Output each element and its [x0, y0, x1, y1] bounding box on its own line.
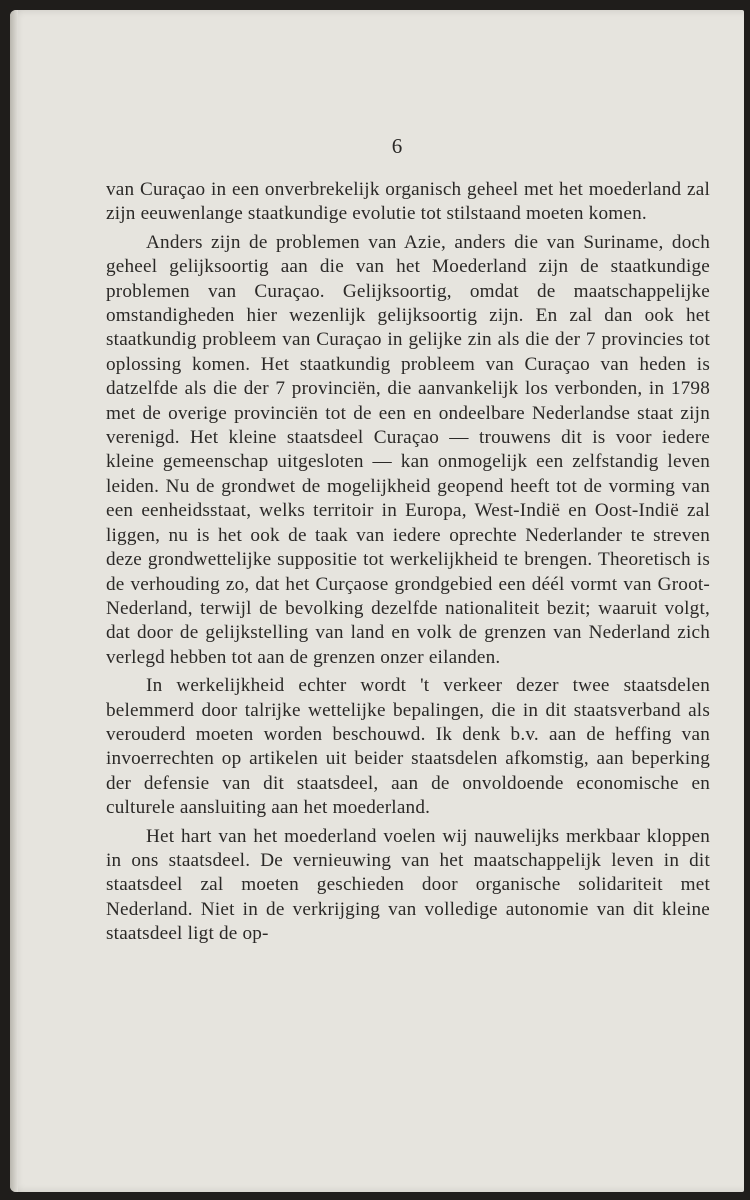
paragraph: In werkelijkheid echter wordt 't verkeer dezer twee staatsdelen belemmerd door talrijke wettelijke bepalingen, die in dit staatsverband als verouderd moeten worden beschouwd. Ik denk b.v. aan de heffing van invoerrechten op artikelen uit beider staatsdelen afkomstig, aan beperking der defensie van dit staatsdeel, aan de onvoldoende economische en culturele aansluiting aan het moederland.: [106, 675, 710, 819]
paragraph: Anders zijn de problemen van Azie, anders die van Suriname, doch geheel gelijksoortig aan die van het Moederland zijn de staatkundige problemen van Curaçao. Gelijksoortig, omdat de maatschappelijke omstandigheden hier wezenlijk gelijksoortig zijn. En zal dan ook het staatkundig probleem van Curaçao in gelijke zin als die der 7 provincies tot oplossing komen. Het staatkundig probleem van Curaçao van heden is datzelfde als die der 7 provinciën, die aanvankelijk los verbonden, in 1798 met de overige provinciën tot de een en ondeelbare Nederlandse staat zijn verenigd. Het kleine staatsdeel Curaçao — trouwens dit is voor iedere kleine gemeenschap uitgesloten — kan onmogelijk een zelfstandig leven leiden. Nu de grondwet de mogelijkheid geopend heeft tot de vorming van een eenheidsstaat, welks territoir in Europa, West-Indië en Oost-Indië zal liggen, nu is het ook de taak van iedere oprechte Nederlander te streven deze grondwettelijke suppositie tot werkelijkheid te brengen. Theoretisch is de verhouding zo, dat het Curçaose grondgebied een déél vormt van Groot-Nederland, terwijl de bevolking dezelfde nationaliteit bezit; waaruit volgt, dat door de gelijkstelling van land en volk de grenzen van Nederland zich verlegd hebben tot aan de grenzen onzer eilanden.: [106, 231, 710, 668]
page-number: 6: [391, 134, 403, 158]
page-spine: [10, 10, 18, 1192]
paragraph-continuation: van Curaçao in een onverbrekelijk organisch geheel met het moederland zal zijn eeuwenlange staatkundige evolutie tot stilstaand moeten komen.: [106, 179, 710, 225]
body-text: [106, 178, 710, 951]
book-page: [10, 10, 744, 1192]
paragraph: Het hart van het moederland voelen wij nauwelijks merkbaar kloppen in ons staatsdeel. De vernieuwing van het maatschappelijk leven in dit staatsdeel zal moeten geschieden door organische solidariteit met Nederland. Niet in de verkrijging van volledige autonomie van dit kleine staatsdeel ligt de op-: [106, 825, 710, 945]
